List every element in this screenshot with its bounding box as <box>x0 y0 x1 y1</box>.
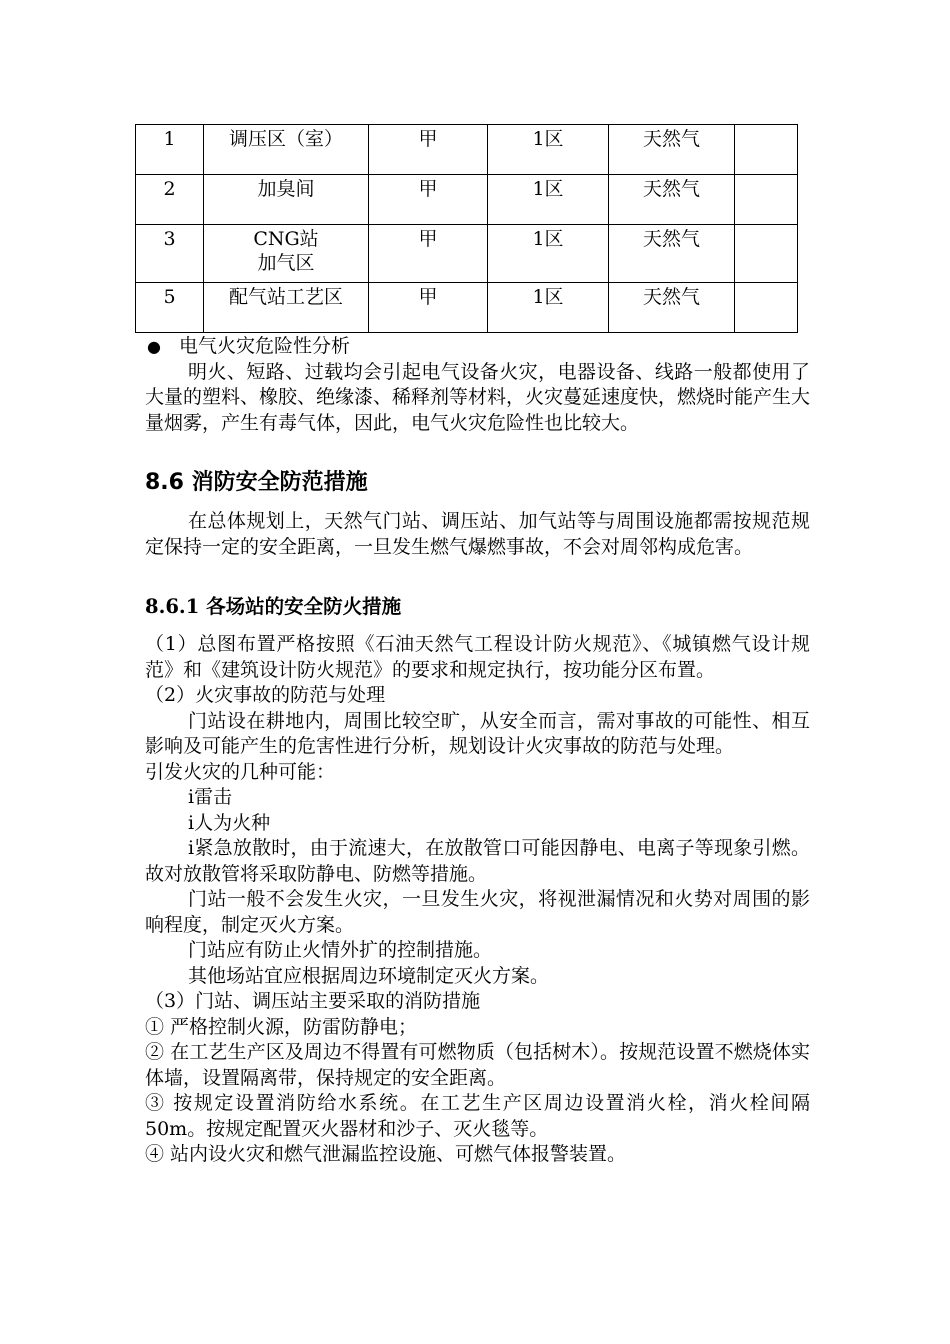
measure-2: ② 在工艺生产区及周边不得置有可燃物质（包括树木）。按规范设置不燃烧体实体墙，设置隔离带，保持规定的安全距离。 <box>145 1041 810 1089</box>
cell-note <box>735 283 798 333</box>
item-1: （1）总图布置严格按照《石油天然气工程设计防火规范》、《城镇燃气设计规范》和《建筑设计防火规范》的要求和规定执行，按功能分区布置。 <box>145 633 810 681</box>
measure-1: ① 严格控制火源，防雷防静电； <box>145 1015 418 1038</box>
cell-name: 调压区（室） <box>204 125 369 175</box>
electrical-paragraph: 明火、短路、过载均会引起电气设备火灾，电器设备、线路一般都使用了大量的塑料、橡胶、绝缘漆、稀释剂等材料，火灾蔓延速度快，燃烧时能产生大量烟雾，产生有毒气体，因此，电气火灾危险性也比较大。 <box>145 360 811 434</box>
measure-4: ④ 站内设火灾和燃气泄漏监控设施、可燃气体报警装置。 <box>145 1143 627 1165</box>
item-3-title: （3）门站、调压站主要采取的消防措施 <box>145 990 481 1012</box>
section-intro: 在总体规划上，天然气门站、调压站、加气站等与周围设施都需按规范规定保持一定的安全距离，一旦发生燃气爆燃事故，不会对周邻构成危害。 <box>145 510 810 558</box>
electrical-heading-text: 电气火灾危险性分析 <box>179 335 351 357</box>
measure-3: ③ 按规定设置消防给水系统。在工艺生产区周边设置消火栓，消火栓间隔50m。按规定配置灭火器材和沙子、灭火毯等。 <box>145 1092 810 1140</box>
cell-note <box>735 125 798 175</box>
cause-2: ⅰ人为火种 <box>188 811 271 834</box>
item-2-paragraph: 门站设在耕地内，周围比较空旷，从安全而言，需对事故的可能性、相互影响及可能产生的危害性进行分析，规划设计火灾事故的防范与处理。 <box>145 709 810 757</box>
subsection-title: 8.6.1 各场站的安全防火措施 <box>145 595 402 618</box>
cell-no: 3 <box>136 225 204 283</box>
table-row <box>136 225 798 283</box>
electrical-fire-block <box>145 334 810 436</box>
table-row <box>136 175 798 225</box>
cell-zone: 1区 <box>488 283 609 333</box>
cell-no: 1 <box>136 125 204 175</box>
cell-medium: 天然气 <box>609 225 735 283</box>
cell-zone: 1区 <box>488 125 609 175</box>
cell-class: 甲 <box>369 125 488 175</box>
cell-medium: 天然气 <box>609 283 735 333</box>
paragraph-c: 其他场站宜应根据周边环境制定灭火方案。 <box>188 964 550 987</box>
cause-3: ⅰ紧急放散时，由于流速大，在放散管口可能因静电、电离子等现象引燃。故对放散管将采取防静电、防燃等措施。 <box>145 837 810 885</box>
table-row <box>136 283 798 333</box>
causes-title: 引发火灾的几种可能： <box>145 760 336 783</box>
cell-note <box>735 225 798 283</box>
cell-class: 甲 <box>369 175 488 225</box>
cell-zone: 1区 <box>488 225 609 283</box>
paragraph-b: 门站应有防止火情外扩的控制措施。 <box>188 939 493 961</box>
section-intro-block <box>145 509 810 560</box>
hazard-zone-table <box>135 124 798 333</box>
section-title: 8.6 消防安全防范措施 <box>145 470 368 495</box>
bullet-icon: ● <box>147 337 161 356</box>
cell-no: 5 <box>136 283 204 333</box>
paragraph-a: 门站一般不会发生火灾，一旦发生火灾，将视泄漏情况和火势对周围的影响程度，制定灭火方案。 <box>145 888 810 936</box>
item-2-title: （2）火灾事故的防范与处理 <box>145 684 386 706</box>
electrical-heading <box>145 334 810 360</box>
cell-name: 加臭间 <box>204 175 369 225</box>
table-row <box>136 125 798 175</box>
cell-no: 2 <box>136 175 204 225</box>
subsection-body <box>145 632 810 1168</box>
cell-class: 甲 <box>369 283 488 333</box>
cell-zone: 1区 <box>488 175 609 225</box>
cell-name: CNG站 加气区 <box>204 225 369 283</box>
cell-class: 甲 <box>369 225 488 283</box>
cell-medium: 天然气 <box>609 125 735 175</box>
cause-1: ⅰ雷击 <box>188 786 233 808</box>
cell-name: 配气站工艺区 <box>204 283 369 333</box>
cell-medium: 天然气 <box>609 175 735 225</box>
cell-note <box>735 175 798 225</box>
